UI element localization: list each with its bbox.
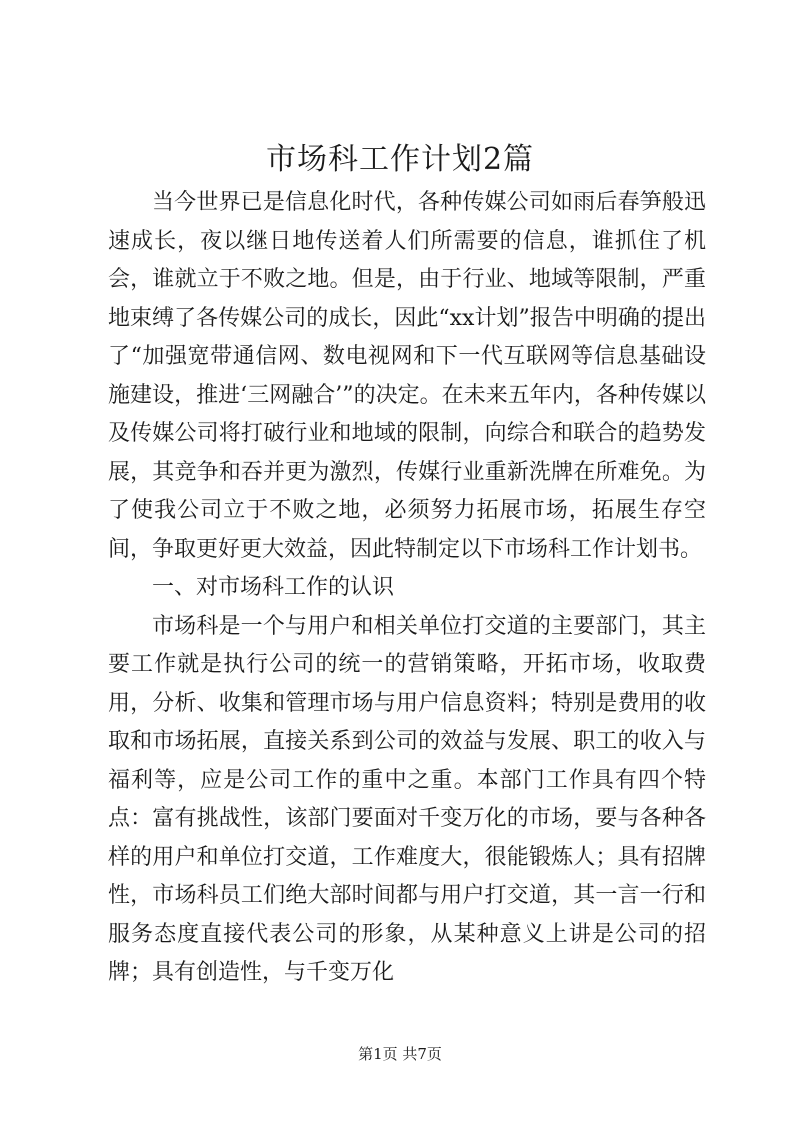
paragraph-intro: 当今世界已是信息化时代，各种传媒公司如雨后春笋般迅速成长，夜以继日地传送着人们所需要的信息，谁抓住了机会，谁就立于不败之地。但是，由于行业、地域等限制，严重地束缚了各传媒公司的成长，因此“xx计划”报告中明确的提出了“加强宽带通信网、数电视网和下一代互联网等信息基础设施建设，推进‘三网融合’”的决定。在未来五年内，各种传媒以及传媒公司将打破行业和地域的限制，向综合和联合的趋势发展，其竞争和吞并更为激烈，传媒行业重新洗牌在所难免。为了使我公司立于不败之地，必须努力拓展市场，拓展生存空间，争取更好更大效益，因此特制定以下市场科工作计划书。	[108, 190, 706, 562]
document-title: 市场科工作计划2篇	[265, 142, 535, 177]
paragraph-section-one: 市场科是一个与用户和相关单位打交道的主要部门，其主要工作就是执行公司的统一的营销策略，开拓市场，收取费用，分析、收集和管理市场与用户信息资料；特别是费用的收取和市场拓展，直接关系到公司的效益与发展、职工的收入与福利等，应是公司工作的重中之重。本部门工作具有四个特点：富有挑战性，该部门要面对千变万化的市场，要与各种各样的用户和单位打交道，工作难度大，很能锻炼人；具有招牌性，市场科员工们绝大部时间都与用户打交道，其一言一行和服务态度直接代表公司的形象，从某种意义上讲是公司的招牌；具有创造性，与千变万化	[108, 613, 706, 985]
section-heading: 一、对市场科工作的认识	[152, 575, 395, 600]
page-footer: 第1页 共7页	[358, 1045, 442, 1063]
document-body	[108, 184, 706, 993]
